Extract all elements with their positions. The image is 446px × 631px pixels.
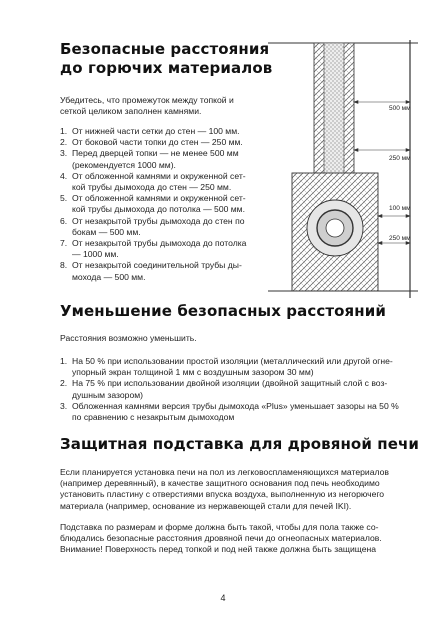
list-item-line: От незакрытой трубы дымохода до потолка (72, 238, 247, 249)
intro-paragraph (60, 95, 234, 117)
text-line: Подставка по размерам и форме должна быть такой, чтобы для пола также со- (60, 522, 379, 532)
section-title-reducing-distances: Уменьшение безопасных расстояний (60, 302, 386, 320)
list-number: 3. (60, 400, 68, 411)
list-item-line: Обложенная камнями версия трубы дымохода «Plus» уменьшает зазоры на 50 % (72, 400, 399, 411)
text-line: (например деревянный), в качестве защитного основания под печь необходимо (60, 478, 380, 489)
text-line: Убедитесь, что промежуток между топкой и (60, 95, 234, 105)
stove-clearance-diagram (268, 40, 440, 298)
list-item-line: (рекомендуется 1000 мм). (72, 159, 176, 170)
list-item (60, 171, 265, 193)
list-item-line: От боковой части топки до стен — 250 мм. (72, 137, 243, 148)
list-item-line: мохода — 500 мм. (72, 271, 146, 282)
list-number: 4. (60, 170, 68, 181)
list-item (60, 137, 265, 148)
list-number: 2. (60, 378, 68, 389)
title-line: до горючих материалов (60, 59, 273, 77)
list-number: 8. (60, 260, 68, 271)
list-item-line: От незакрытой трубы дымохода до стен по (72, 215, 245, 226)
list-item-line: кой трубы дымохода до стен — 250 мм. (72, 182, 232, 193)
section-title-protective-stand: Защитная подставка для дровяной печи (60, 435, 419, 453)
list-item (60, 260, 265, 282)
dimension-label: 500 мм (389, 105, 411, 112)
title-line: Безопасные расстояния (60, 40, 270, 58)
list-number: 3. (60, 148, 68, 159)
reduction-list (60, 356, 400, 423)
list-item-line: кой трубы дымохода до потолка — 500 мм. (72, 204, 245, 215)
list-number: 1. (60, 356, 68, 366)
distances-list (60, 126, 265, 283)
list-item (60, 238, 265, 260)
text-line: установить пластину с отверстиями впуска воздуха, выполненную из негорючего (60, 489, 385, 500)
list-item-line: От незакрытой соединительной трубы ды- (72, 260, 242, 271)
chimney-pipe (324, 43, 344, 173)
text-line: Внимание! Поверхность перед топкой и под ней также должна быть защищена (60, 544, 377, 555)
list-item (60, 356, 400, 378)
dimension-label: 100 мм (389, 205, 411, 212)
text-line: блюдались безопасные расстояния дровяной печи до огнеопасных материалов. (60, 533, 382, 544)
list-item (60, 401, 400, 423)
list-item-line: От нижней части сетки до стен — 100 мм. (72, 126, 240, 136)
section2-intro: Расстояния возможно уменьшить. (60, 333, 197, 343)
list-number: 5. (60, 193, 68, 204)
list-item-line: На 75 % при использовании двойной изоляции (двойной защитный слой с воз- (72, 378, 388, 389)
list-item (60, 216, 265, 238)
list-number: 7. (60, 238, 68, 249)
list-item-line: по сравнению с незакрытым дымоходом (72, 412, 235, 423)
list-item-line: От обложенной камнями и окруженной сет- (72, 193, 246, 204)
list-item-line: упорный экран толщиной 1 мм с воздушным зазором 30 мм) (72, 367, 314, 378)
page-number: 4 (220, 593, 226, 603)
list-number: 1. (60, 126, 68, 136)
dimension-label: 250 мм (389, 155, 411, 162)
list-item-line: бокам — 500 мм. (72, 226, 141, 237)
list-item-line: От обложенной камнями и окруженной сет- (72, 170, 246, 181)
list-item (60, 148, 265, 170)
list-item (60, 126, 265, 137)
stand-paragraph-1 (60, 467, 400, 512)
list-item (60, 193, 265, 215)
text-line: материала (например, основание из нержавеющей стали для печей IKI). (60, 500, 352, 511)
list-item-line: На 50 % при использовании простой изоляции (металлический или другой огне- (72, 356, 393, 366)
text-line: Если планируется установка печи на пол из легковоспламеняющихся материалов (60, 467, 389, 477)
text-line: сеткой целиком заполнен камнями. (60, 106, 202, 117)
list-item (60, 378, 400, 400)
list-item-line: душным зазором) (72, 389, 143, 400)
stand-paragraph-2 (60, 522, 400, 556)
list-item-line: Перед дверцей топки — не менее 500 мм (72, 148, 239, 159)
stove-center (326, 219, 344, 237)
dimension-label: 250 мм (389, 235, 411, 242)
list-item-line: — 1000 мм. (72, 249, 119, 260)
section-title-safe-distances (60, 40, 272, 78)
list-number: 2. (60, 137, 68, 148)
list-number: 6. (60, 215, 68, 226)
